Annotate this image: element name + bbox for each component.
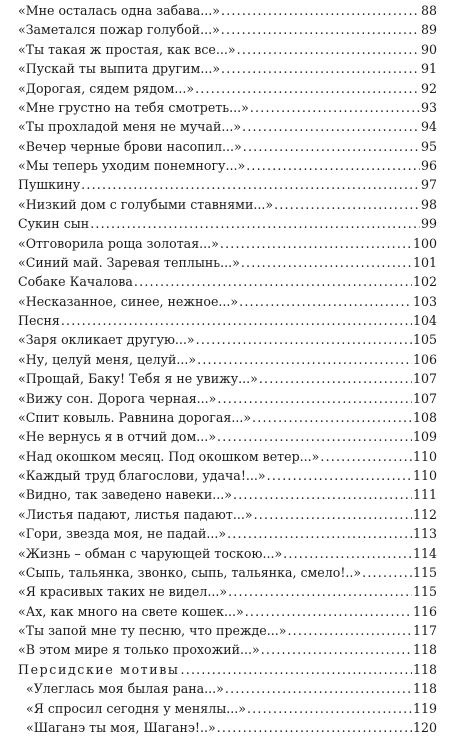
dot-leader [242, 117, 420, 136]
toc-entry-page-number: 120 [412, 719, 437, 735]
toc-entry [18, 98, 437, 117]
toc-entry [18, 447, 437, 466]
dot-leader [220, 234, 412, 253]
toc-entry [18, 330, 437, 349]
toc-entry [18, 485, 437, 504]
dot-leader [239, 292, 412, 311]
toc-entry [18, 292, 437, 311]
toc-entry-title: «Листья падают, листья падают...» [18, 506, 253, 522]
dot-leader [243, 137, 420, 156]
toc-entry [18, 214, 437, 233]
dot-leader [217, 718, 412, 737]
toc-entry [18, 699, 437, 718]
dot-leader [225, 679, 412, 698]
toc-entry-page-number: 107 [412, 371, 437, 387]
toc-entry-page-number: 95 [420, 138, 437, 154]
dot-leader [254, 505, 412, 524]
toc-entry-title: «В этом мире я только прохожий...» [18, 642, 260, 658]
toc-entry-page-number: 112 [412, 506, 437, 522]
toc-entry-title: «Отговорила роща золотая...» [18, 235, 219, 251]
toc-entry-page-number: 98 [420, 196, 437, 212]
toc-entry-title: «Я красивых таких не видел...» [18, 584, 228, 600]
toc-entry-title: «Низкий дом с голубыми ставнями...» [18, 196, 274, 212]
toc-entry-title: «Ты такая ж простая, как все...» [18, 41, 236, 57]
toc-entry-title: «Дорогая, сядем рядом...» [18, 80, 195, 96]
toc-entry-page-number: 119 [412, 700, 437, 716]
toc-entry-title: «Ты запой мне ту песню, что прежде...» [18, 623, 287, 638]
dot-leader [274, 195, 420, 214]
toc-entry-title: «Вижу сон. Дорога черная...» [18, 390, 217, 406]
toc-entry-title: «Жизнь – обман с чарующей тоскою...» [18, 545, 283, 561]
toc-entry [18, 408, 437, 427]
toc-entry-title: «Мне осталась одна забава...» [18, 3, 221, 18]
toc-entry [18, 311, 437, 330]
toc-entry [18, 20, 437, 39]
dot-leader [228, 582, 412, 601]
dot-leader [247, 699, 412, 718]
dot-leader [217, 389, 412, 408]
dot-leader [246, 156, 420, 175]
toc-entry [18, 582, 437, 601]
toc-entry [18, 234, 437, 253]
dot-leader [81, 175, 420, 194]
toc-entry-page-number: 113 [412, 526, 437, 542]
toc-entry [18, 1, 437, 20]
toc-entry-page-number: 101 [412, 254, 437, 270]
toc-entry-title: «Над окошком месяц. Под окошком ветер...» [18, 448, 320, 464]
toc-entry [18, 40, 437, 59]
toc-entry-page-number: 111 [412, 487, 437, 503]
toc-entry-page-number: 115 [412, 564, 437, 580]
dot-leader [195, 79, 420, 98]
toc-entry [18, 79, 437, 98]
toc-entry [18, 350, 437, 369]
toc-entry [18, 175, 437, 194]
toc-entry-page-number: 103 [412, 293, 437, 309]
toc-entry-title: «Несказанное, синее, нежное...» [18, 293, 239, 309]
dot-leader [90, 214, 420, 233]
toc-entry [18, 524, 437, 543]
dot-leader [181, 660, 412, 679]
toc-entry-page-number: 90 [420, 41, 437, 57]
toc-entry [18, 563, 437, 582]
toc-entry-page-number: 88 [420, 3, 437, 18]
toc-entry-page-number: 105 [412, 332, 437, 348]
toc-entry-page-number: 102 [412, 274, 437, 290]
dot-leader [252, 408, 412, 427]
dot-leader [245, 602, 412, 621]
dot-leader [221, 59, 420, 78]
toc-entry-page-number: 116 [412, 603, 437, 619]
toc-entry-page-number: 97 [420, 177, 437, 193]
toc-entry-page-number: 93 [420, 99, 437, 115]
dot-leader [197, 350, 412, 369]
toc-entry-title: Персидские мотивы [18, 661, 180, 677]
toc-entry [18, 272, 437, 291]
dot-leader [221, 20, 420, 39]
toc-entry [18, 253, 437, 272]
toc-entry [18, 621, 437, 640]
toc-entry [18, 679, 437, 698]
toc-entry-page-number: 118 [412, 681, 437, 697]
toc-entry-title: «Заря окликает другую...» [18, 332, 195, 348]
table-of-contents [18, 1, 437, 737]
dot-leader [233, 485, 412, 504]
dot-leader [134, 272, 412, 291]
toc-entry-page-number: 104 [412, 313, 437, 328]
dot-leader [221, 1, 420, 20]
dot-leader [196, 330, 412, 349]
toc-entry-title: Сукин сын [18, 216, 90, 232]
toc-entry-page-number: 114 [412, 545, 437, 561]
toc-entry-title: «Мы теперь уходим понемногу...» [18, 158, 246, 173]
toc-entry [18, 156, 437, 175]
toc-entry-page-number: 96 [420, 158, 437, 173]
dot-leader [259, 369, 412, 388]
toc-entry-page-number: 99 [420, 216, 437, 232]
toc-entry-title: «Каждый труд благослови, удача!...» [18, 468, 266, 483]
toc-entry-title: «Прощай, Баку! Тебя я не увижу...» [18, 371, 258, 387]
toc-entry [18, 369, 437, 388]
toc-entry [18, 660, 437, 679]
toc-entry [18, 389, 437, 408]
toc-entry-title: «Мне грустно на тебя смотреть...» [18, 99, 249, 115]
toc-entry-page-number: 91 [420, 61, 437, 77]
toc-entry [18, 505, 437, 524]
toc-entry-title: «Синий май. Заревая теплынь...» [18, 254, 240, 270]
toc-entry-title: «Не вернусь я в отчий дом...» [18, 429, 217, 445]
toc-entry-page-number: 100 [412, 235, 437, 251]
toc-entry-title: «Гори, звезда моя, не падай...» [18, 526, 227, 542]
toc-entry-title: «Улеглась моя былая рана...» [26, 681, 224, 697]
toc-entry [18, 466, 437, 485]
dot-leader [61, 311, 412, 330]
toc-entry-page-number: 89 [420, 22, 437, 38]
toc-entry-page-number: 107 [412, 390, 437, 406]
toc-entry [18, 640, 437, 659]
toc-entry-page-number: 115 [412, 584, 437, 600]
toc-entry-title: Пушкину [18, 177, 81, 193]
toc-entry-page-number: 110 [412, 448, 437, 464]
dot-leader [283, 544, 412, 563]
toc-entry-page-number: 106 [412, 351, 437, 367]
toc-entry-title: «Ах, как много на свете кошек...» [18, 603, 244, 619]
toc-entry-title: «Ты прохладой меня не мучай...» [18, 119, 242, 135]
dot-leader [267, 466, 412, 485]
toc-entry-title: Собаке Качалова [18, 274, 133, 290]
toc-entry [18, 718, 437, 737]
toc-entry-title: «Вечер черные брови насопил...» [18, 138, 242, 154]
dot-leader [227, 524, 412, 543]
toc-entry-page-number: 109 [412, 429, 437, 445]
toc-entry-title: «Спит ковыль. Равнина дорогая...» [18, 409, 252, 425]
toc-entry-title: Песня [18, 313, 60, 328]
toc-entry-page-number: 108 [412, 409, 437, 425]
toc-entry-title: «Заметался пожар голубой...» [18, 22, 220, 38]
toc-entry [18, 59, 437, 78]
dot-leader [261, 640, 412, 659]
dot-leader [237, 40, 420, 59]
dot-leader [217, 427, 412, 446]
dot-leader [250, 98, 420, 117]
dot-leader [241, 253, 412, 272]
dot-leader [320, 447, 412, 466]
toc-entry-title: «Сыпь, тальянка, звонко, сыпь, тальянка, смело!..» [18, 564, 362, 580]
toc-entry [18, 544, 437, 563]
toc-entry-page-number: 118 [412, 642, 437, 658]
toc-entry [18, 602, 437, 621]
toc-entry-page-number: 110 [412, 468, 437, 483]
toc-entry-title: «Видно, так заведено навеки...» [18, 487, 232, 503]
toc-entry-title: «Я спросил сегодня у менялы...» [26, 700, 246, 716]
toc-entry-page-number: 94 [420, 119, 437, 135]
dot-leader [362, 563, 412, 582]
toc-entry [18, 117, 437, 136]
dot-leader [287, 621, 411, 640]
toc-entry-title: «Ну, целуй меня, целуй...» [18, 351, 197, 367]
toc-entry-page-number: 92 [420, 80, 437, 96]
toc-entry [18, 137, 437, 156]
toc-entry-title: «Пускай ты выпита другим...» [18, 61, 221, 77]
toc-entry [18, 427, 437, 446]
toc-entry-page-number: 117 [412, 623, 437, 638]
toc-entry-title: «Шаганэ ты моя, Шаганэ!..» [26, 719, 216, 735]
toc-entry-page-number: 118 [412, 661, 437, 677]
toc-entry [18, 195, 437, 214]
